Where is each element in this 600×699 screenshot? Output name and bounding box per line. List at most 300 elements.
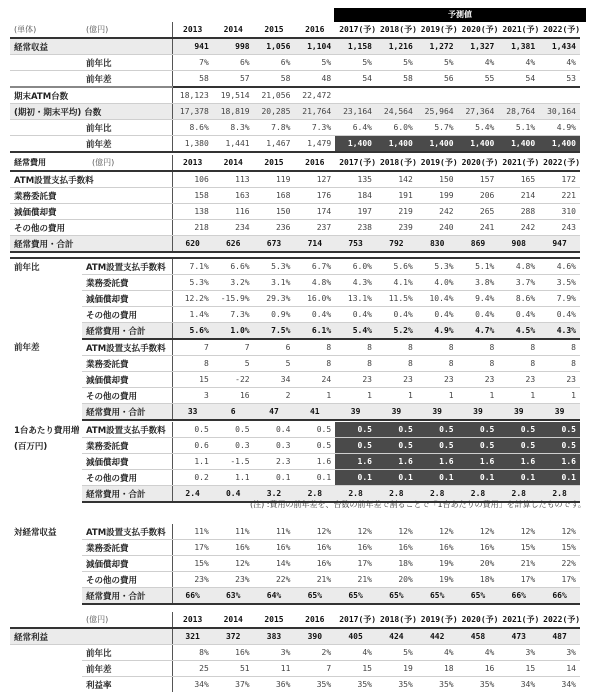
value-cell: 0.4%	[417, 307, 458, 323]
value-cell: 1.6	[335, 454, 376, 470]
value-cell: 23	[498, 372, 539, 388]
value-cell: 5.6%	[172, 323, 213, 340]
row-label: 減価償却費	[82, 556, 172, 572]
value-cell: 63%	[213, 588, 254, 605]
value-cell: 21%	[498, 556, 539, 572]
value-cell: 1.4%	[172, 307, 213, 323]
row-label: 減価償却費	[82, 372, 172, 388]
value-cell: 23%	[172, 572, 213, 588]
value-cell: 18%	[458, 572, 499, 588]
value-cell: 7	[213, 339, 254, 356]
ratio-table	[10, 524, 580, 605]
value-cell: 0.5	[376, 438, 417, 454]
value-cell: 241	[458, 220, 499, 236]
value-cell: 321	[172, 628, 213, 645]
value-cell: 1	[539, 388, 580, 404]
per-unit-row	[10, 470, 580, 486]
value-cell: 714	[294, 236, 335, 253]
value-cell: 2%	[294, 645, 335, 661]
value-cell: 17,378	[172, 104, 213, 120]
value-cell: 4.8%	[498, 258, 539, 275]
value-cell: 5%	[294, 55, 335, 71]
value-cell: 19,514	[213, 87, 254, 104]
row-label: 減価償却費	[82, 454, 172, 470]
year-header: 2019(予)	[417, 22, 458, 38]
value-cell: 214	[498, 188, 539, 204]
value-cell: 998	[213, 38, 254, 55]
revenue-row	[10, 38, 580, 55]
value-cell: 39	[376, 404, 417, 421]
value-cell: 12%	[335, 524, 376, 540]
row-label: 前年差	[82, 136, 172, 153]
atm-yoy-row	[10, 120, 580, 136]
row-label: 経常費用・合計	[82, 404, 172, 421]
value-cell: 18,123	[172, 87, 213, 104]
value-cell: 830	[417, 236, 458, 253]
value-cell: 18%	[376, 556, 417, 572]
profit-margin-row	[10, 677, 580, 693]
row-label: 減価償却費	[82, 291, 172, 307]
value-cell: 4.1%	[376, 275, 417, 291]
value-cell: 34%	[194, 680, 209, 689]
value-cell: 1,400	[335, 136, 376, 153]
value-cell: 21%	[335, 572, 376, 588]
value-cell: 184	[335, 188, 376, 204]
value-cell: 1	[498, 388, 539, 404]
profit-table	[10, 612, 580, 692]
value-cell: 3.7%	[498, 275, 539, 291]
revenue-diff-row	[10, 71, 580, 88]
value-cell: 0.4%	[376, 307, 417, 323]
section-label: 前年差	[14, 343, 40, 354]
value-cell: 2.8	[376, 486, 417, 503]
row-label: 利益率	[82, 677, 172, 693]
ratio-row	[10, 572, 580, 588]
value-cell: 5.4%	[458, 120, 499, 136]
value-cell: 9.4%	[458, 291, 499, 307]
value-cell: 2.8	[294, 486, 335, 503]
value-cell: 941	[172, 38, 213, 55]
value-cell: 8.6%	[172, 120, 213, 136]
value-cell: 66%	[172, 588, 213, 605]
unit-label: (百万円)	[14, 441, 48, 452]
value-cell: 1.6	[294, 454, 335, 470]
value-cell: 0.3	[213, 438, 254, 454]
value-cell: 3.1%	[254, 275, 295, 291]
value-cell: 24	[294, 372, 335, 388]
value-cell: 58	[376, 71, 417, 88]
value-cell: 23	[539, 372, 580, 388]
value-cell: 5%	[417, 55, 458, 71]
value-cell: 0.4%	[458, 307, 499, 323]
value-cell	[498, 87, 539, 104]
row-label: その他の費用	[10, 220, 172, 236]
year-header: 2013	[172, 155, 213, 171]
row-label: 業務委託費	[82, 540, 172, 556]
value-cell: 6.0%	[335, 258, 376, 275]
value-cell: 869	[458, 236, 499, 253]
row-label: 経常利益	[10, 628, 172, 645]
value-cell: 64%	[254, 588, 295, 605]
section-label: 対経常収益	[14, 527, 57, 538]
value-cell: 116	[213, 204, 254, 220]
value-cell: 10.4%	[417, 291, 458, 307]
value-cell	[458, 87, 499, 104]
value-cell: 1,400	[498, 136, 539, 153]
value-cell: 221	[539, 188, 580, 204]
value-cell: 2	[254, 388, 295, 404]
year-header: 2019(予)	[417, 612, 458, 628]
value-cell: 0.1	[539, 470, 580, 486]
row-label: ATM設置支払手数料	[82, 422, 172, 438]
value-cell: 3%	[254, 645, 295, 661]
value-cell: 55	[458, 71, 499, 88]
row-label: 前年比	[82, 120, 172, 136]
value-cell: 0.5	[417, 438, 458, 454]
value-cell: 947	[539, 236, 580, 253]
value-cell: 106	[172, 171, 213, 188]
value-cell: 8	[376, 356, 417, 372]
value-cell: 22,472	[294, 87, 335, 104]
value-cell: 0.5	[172, 422, 213, 438]
value-cell: 243	[539, 220, 580, 236]
value-cell: 242	[498, 220, 539, 236]
value-cell: 1	[294, 388, 335, 404]
value-cell: 15	[335, 661, 376, 677]
year-header: 2018(予)	[376, 155, 417, 171]
value-cell: 21,056	[254, 87, 295, 104]
value-cell: 12%	[539, 524, 580, 540]
value-cell: 157	[458, 171, 499, 188]
value-cell: 0.5	[417, 422, 458, 438]
value-cell: 3.2%	[213, 275, 254, 291]
value-cell: 626	[213, 236, 254, 253]
value-cell: 13.1%	[335, 291, 376, 307]
value-cell: 22%	[539, 556, 580, 572]
row-label: ATM設置支払手数料	[82, 339, 172, 356]
value-cell: 288	[498, 204, 539, 220]
value-cell: 39	[417, 404, 458, 421]
value-cell: 172	[539, 171, 580, 188]
value-cell: 1,216	[376, 38, 417, 55]
value-cell: 16%	[376, 540, 417, 556]
value-cell: 5.3%	[254, 258, 295, 275]
value-cell: 48	[294, 71, 335, 88]
value-cell: 2.3	[254, 454, 295, 470]
value-cell: 0.5	[294, 438, 335, 454]
value-cell: 16	[213, 388, 254, 404]
value-cell: 25,964	[417, 104, 458, 120]
value-cell: 620	[172, 236, 213, 253]
value-cell: 0.1	[335, 470, 376, 486]
value-cell: 237	[294, 220, 335, 236]
value-cell: 1.6	[458, 454, 499, 470]
value-cell: 7	[172, 339, 213, 356]
ratio-row	[10, 524, 580, 540]
yoy-row	[10, 291, 580, 307]
value-cell: 37%	[235, 680, 250, 689]
value-cell: 1,158	[335, 38, 376, 55]
value-cell: 6.1%	[294, 323, 335, 340]
section-label: 1台あたり費用増	[14, 425, 80, 436]
year-header: 2018(予)	[376, 612, 417, 628]
year-header: 2020(予)	[458, 612, 499, 628]
value-cell: 1,400	[539, 136, 580, 153]
diff-row	[10, 356, 580, 372]
row-label: 前年比	[82, 55, 172, 71]
row-label: 経常収益	[10, 38, 172, 55]
value-cell: 58	[172, 71, 213, 88]
value-cell: 158	[172, 188, 213, 204]
year-header: 2020(予)	[458, 22, 499, 38]
row-label: 期末ATM台数	[10, 87, 172, 104]
expenses-yoy-table	[10, 257, 580, 421]
value-cell: 39	[458, 404, 499, 421]
row-label: (期初・期末平均) 台数	[10, 104, 172, 120]
value-cell: 163	[213, 188, 254, 204]
value-cell: 310	[539, 204, 580, 220]
per-unit-row	[10, 454, 580, 470]
value-cell: 8.6%	[498, 291, 539, 307]
value-cell: 20%	[458, 556, 499, 572]
value-cell: 35%	[398, 680, 413, 689]
year-header: 2014	[213, 155, 254, 171]
value-cell: 8	[458, 339, 499, 356]
expenses-table	[10, 155, 580, 253]
value-cell: 4.8%	[294, 275, 335, 291]
value-cell: 4.6%	[539, 258, 580, 275]
expense-row	[10, 171, 580, 188]
value-cell: 54	[335, 71, 376, 88]
row-label: その他の費用	[82, 307, 172, 323]
value-cell: 1.6	[498, 454, 539, 470]
value-cell: 14%	[254, 556, 295, 572]
value-cell: 19%	[417, 556, 458, 572]
header-row	[10, 22, 580, 38]
value-cell: 2.8	[498, 486, 539, 503]
value-cell: -15.9%	[213, 291, 254, 307]
value-cell: 0.5	[335, 422, 376, 438]
profit-diff-row	[10, 661, 580, 677]
value-cell: 236	[254, 220, 295, 236]
value-cell: 14	[539, 661, 580, 677]
value-cell: 6.4%	[335, 120, 376, 136]
row-label: ATM設置支払手数料	[82, 524, 172, 540]
value-cell: 23,164	[335, 104, 376, 120]
value-cell: 65%	[458, 588, 499, 605]
value-cell: 30,164	[539, 104, 580, 120]
value-cell: 23	[417, 372, 458, 388]
value-cell: 12%	[417, 524, 458, 540]
value-cell: -1.5	[213, 454, 254, 470]
value-cell: 7	[294, 661, 335, 677]
year-header: 2014	[213, 22, 254, 38]
header-row	[10, 155, 580, 171]
unit-currency: (億円)	[82, 22, 172, 38]
value-cell: 206	[458, 188, 499, 204]
atm-count-row	[10, 87, 580, 104]
value-cell: 1.6	[417, 454, 458, 470]
row-label: 経常費用・合計	[82, 588, 172, 605]
value-cell: 65%	[376, 588, 417, 605]
value-cell: 23	[335, 372, 376, 388]
year-header: 2020(予)	[458, 155, 499, 171]
value-cell: 5	[254, 356, 295, 372]
value-cell: 7.5%	[254, 323, 295, 340]
value-cell: 57	[213, 71, 254, 88]
value-cell: 16%	[294, 556, 335, 572]
value-cell: 65%	[294, 588, 335, 605]
value-cell: 4%	[458, 645, 499, 661]
value-cell: 0.2	[172, 470, 213, 486]
value-cell: 34	[254, 372, 295, 388]
value-cell: 176	[294, 188, 335, 204]
value-cell: 16%	[417, 540, 458, 556]
value-cell: 5%	[376, 55, 417, 71]
year-header: 2015	[254, 155, 295, 171]
diff-row	[10, 388, 580, 404]
value-cell: 168	[254, 188, 295, 204]
value-cell: 1,400	[376, 136, 417, 153]
row-label: その他の費用	[82, 388, 172, 404]
value-cell: 35%	[439, 680, 454, 689]
value-cell: 6%	[213, 55, 254, 71]
yoy-row	[10, 258, 580, 275]
year-header: 2021(予)	[498, 155, 539, 171]
value-cell: 29.3%	[254, 291, 295, 307]
value-cell: 12%	[498, 524, 539, 540]
value-cell: 56	[417, 71, 458, 88]
value-cell: 4.5%	[498, 323, 539, 340]
value-cell: 33	[172, 404, 213, 421]
value-cell: 19%	[417, 572, 458, 588]
value-cell: 1	[417, 388, 458, 404]
value-cell: 7%	[172, 55, 213, 71]
value-cell: 0.4%	[335, 307, 376, 323]
value-cell: 22%	[254, 572, 295, 588]
value-cell: 16	[458, 661, 499, 677]
diff-total-row	[10, 404, 580, 421]
value-cell: 8	[539, 339, 580, 356]
value-cell: 8	[294, 339, 335, 356]
value-cell: 66%	[539, 588, 580, 605]
value-cell: 21,764	[294, 104, 335, 120]
value-cell: 1,381	[498, 38, 539, 55]
value-cell: 35%	[316, 680, 332, 689]
row-label: 業務委託費	[82, 275, 172, 291]
yoy-total-row	[10, 323, 580, 340]
value-cell: 3	[172, 388, 213, 404]
value-cell: 17%	[539, 572, 580, 588]
value-cell: 0.5	[335, 438, 376, 454]
row-label: 減価償却費	[10, 204, 172, 220]
value-cell: 53	[539, 71, 580, 88]
value-cell: 4.7%	[458, 323, 499, 340]
value-cell: 4%	[417, 645, 458, 661]
value-cell: 792	[376, 236, 417, 253]
value-cell: 0.1	[376, 470, 417, 486]
value-cell: 4.9%	[539, 120, 580, 136]
value-cell: 0.1	[254, 470, 295, 486]
value-cell: 1.6	[376, 454, 417, 470]
value-cell: 19	[376, 661, 417, 677]
year-header: 2017(予)	[335, 155, 376, 171]
value-cell: 2.8	[417, 486, 458, 503]
value-cell	[335, 87, 376, 104]
value-cell: 0.1	[498, 470, 539, 486]
per-unit-row	[10, 438, 580, 454]
value-cell: 35%	[479, 680, 495, 689]
year-header: 2013	[172, 612, 213, 628]
yoy-row	[10, 307, 580, 323]
value-cell: 34%	[520, 680, 536, 689]
row-label: 業務委託費	[82, 356, 172, 372]
value-cell: 7.3%	[294, 120, 335, 136]
value-cell: 17%	[335, 556, 376, 572]
value-cell: 908	[498, 236, 539, 253]
value-cell: 0.1	[294, 470, 335, 486]
value-cell: 23	[376, 372, 417, 388]
value-cell: 8%	[172, 645, 213, 661]
value-cell: 1,104	[294, 38, 335, 55]
value-cell: 8	[417, 339, 458, 356]
value-cell: 65%	[417, 588, 458, 605]
row-label: 前年比	[82, 645, 172, 661]
value-cell: 12%	[458, 524, 499, 540]
expense-total-row	[10, 236, 580, 253]
value-cell: 8	[335, 339, 376, 356]
value-cell: 0.5	[539, 422, 580, 438]
value-cell: 473	[498, 628, 539, 645]
value-cell: 5.1%	[458, 258, 499, 275]
value-cell: 372	[213, 628, 254, 645]
value-cell: 442	[417, 628, 458, 645]
value-cell: 11.5%	[376, 291, 417, 307]
value-cell: 25	[172, 661, 213, 677]
row-label: その他の費用	[82, 572, 172, 588]
value-cell: 138	[172, 204, 213, 220]
value-cell: 51	[213, 661, 254, 677]
value-cell: 34%	[561, 680, 576, 689]
value-cell: 1.1	[213, 470, 254, 486]
value-cell: 8	[498, 356, 539, 372]
value-cell: 39	[539, 404, 580, 421]
value-cell: 16%	[213, 540, 254, 556]
value-cell: 0.4%	[498, 307, 539, 323]
forecast-header: 予測値	[334, 8, 586, 22]
value-cell: 12%	[294, 524, 335, 540]
year-header: 2017(予)	[335, 22, 376, 38]
value-cell: 18	[417, 661, 458, 677]
unit-currency: (億円)	[82, 612, 172, 628]
row-label: 業務委託費	[82, 438, 172, 454]
value-cell: 11%	[254, 524, 295, 540]
value-cell: 15	[172, 372, 213, 388]
value-cell: 39	[498, 404, 539, 421]
value-cell: 1,056	[254, 38, 295, 55]
value-cell: 16%	[254, 540, 295, 556]
value-cell: 1,380	[172, 136, 213, 153]
value-cell: 4.9%	[417, 323, 458, 340]
value-cell: 17%	[498, 572, 539, 588]
value-cell: 1,467	[254, 136, 295, 153]
value-cell: 5.1%	[498, 120, 539, 136]
year-header: 2022(予)	[539, 155, 580, 171]
value-cell: 4%	[458, 55, 499, 71]
value-cell: 1.6	[539, 454, 580, 470]
value-cell: 8	[458, 356, 499, 372]
year-header: 2016	[294, 155, 335, 171]
